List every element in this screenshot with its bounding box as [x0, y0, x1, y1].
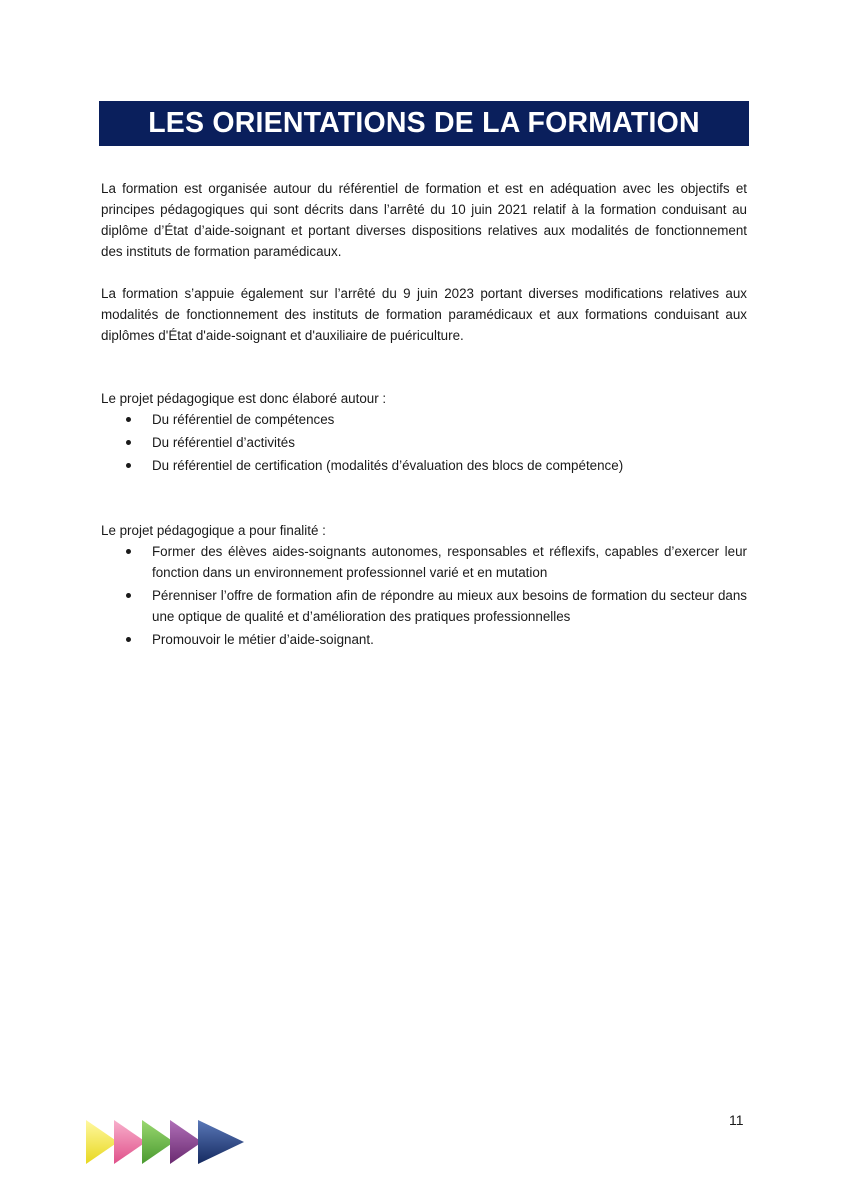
paragraph-2: La formation s’appuie également sur l’arrêté du 9 juin 2023 portant diverses modifications relatives aux modalités de fonctionnement des instituts de formation paramédicaux et aux formations conduisant aux diplômes d'État d'aide-soignant et d'auxiliaire de puériculture.: [101, 286, 747, 343]
bullet-icon: [126, 463, 131, 468]
list1: [101, 409, 747, 476]
arrow-purple-icon: [170, 1120, 202, 1164]
list1-intro: Le projet pédagogique est donc élaboré autour :: [101, 391, 387, 406]
arrow-green-icon: [142, 1120, 174, 1164]
list2-intro: Le projet pédagogique a pour finalité :: [101, 523, 326, 538]
decorative-arrows-logo: [86, 1118, 246, 1166]
list-item: [101, 409, 747, 430]
list-item-text: Promouvoir le métier d’aide-soignant.: [152, 632, 374, 647]
list-item-text: Du référentiel d’activités: [152, 435, 295, 450]
arrow-pink-icon: [114, 1120, 146, 1164]
page-number: 11: [729, 1112, 744, 1128]
list-item-text: Former des élèves aides-soignants autonomes, responsables et réflexifs, capables d’exercer leur fonction dans un environnement professionnel varié et en mutation: [152, 544, 747, 580]
page-title: LES ORIENTATIONS DE LA FORMATION: [148, 107, 700, 139]
bullet-icon: [126, 549, 131, 554]
bullet-icon: [126, 417, 131, 422]
bullet-icon: [126, 637, 131, 642]
list-item: [101, 541, 747, 583]
main-content: [101, 178, 747, 652]
title-banner: [99, 101, 749, 146]
arrow-blue-icon: [198, 1120, 244, 1164]
list-item: [101, 629, 747, 650]
list-item: [101, 455, 747, 476]
bullet-icon: [126, 593, 131, 598]
list-item: [101, 585, 747, 627]
list-item-text: Du référentiel de compétences: [152, 412, 335, 427]
list-item: [101, 432, 747, 453]
list2: [101, 541, 747, 650]
list-item-text: Du référentiel de certification (modalités d’évaluation des blocs de compétence): [152, 458, 624, 473]
bullet-icon: [126, 440, 131, 445]
list-item-text: Pérenniser l’offre de formation afin de répondre au mieux aux besoins de formation du secteur dans une optique de qualité et d’amélioration des pratiques professionnelles: [152, 588, 747, 624]
paragraph-1: La formation est organisée autour du référentiel de formation et est en adéquation avec les objectifs et principes pédagogiques qui sont décrits dans l’arrêté du 10 juin 2021 relatif à la formation conduisant au diplôme d’État d’aide-soignant et portant diverses dispositions relatives aux modalités de fonctionnement des instituts de formation paramédicaux.: [101, 181, 747, 259]
arrow-yellow-icon: [86, 1120, 118, 1164]
